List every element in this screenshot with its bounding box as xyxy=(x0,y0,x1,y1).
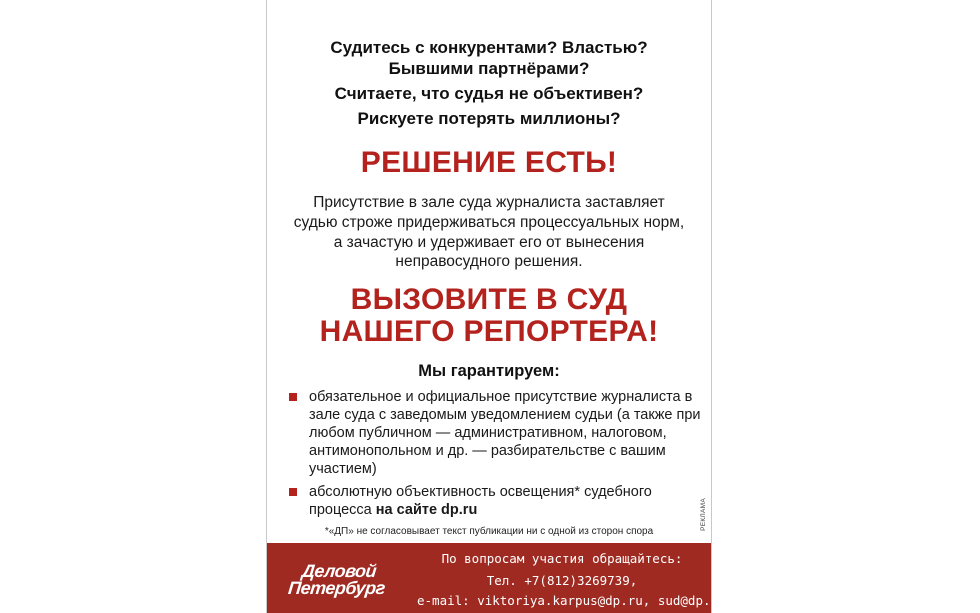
website-link[interactable]: на сайте dp.ru xyxy=(375,502,478,518)
body-line-1: Присутствие в зале суда журналиста заставляет xyxy=(313,194,665,211)
contact-phone[interactable]: Тел. +7(812)3269739, xyxy=(486,573,638,588)
question-line-3: Считаете, что судья не объективен? xyxy=(334,84,644,103)
logo-line-1: Деловой xyxy=(301,561,378,581)
bullet-square-icon xyxy=(289,488,297,496)
bullet-square-icon xyxy=(289,393,297,401)
contact-title: По вопросам участия обращайтесь: xyxy=(441,551,683,566)
footnote: *«ДП» не согласовывает текст публикации ни с одной из сторон спора xyxy=(324,526,654,537)
body-line-2: судью строже придерживаться процессуальных норм, xyxy=(293,214,685,231)
logo-line-2: Петербург xyxy=(287,578,386,598)
contact-email[interactable]: e-mail: viktoriya.karpus@dp.ru, sud@dp.ru xyxy=(417,593,726,608)
body-line-3: а зачастую и удерживает его от вынесения xyxy=(333,234,645,251)
body-line-4: неправосудного решения. xyxy=(395,253,583,270)
guarantee-title: Мы гарантируем: xyxy=(418,362,560,380)
delovoy-peterburg-logo xyxy=(287,561,403,601)
headline-solution: РЕШЕНИЕ ЕСТЬ! xyxy=(360,146,618,179)
bullet-text-2-main: абсолютную объективность освещения* судебного процесса xyxy=(309,484,652,518)
question-line-2: Бывшими партнёрами? xyxy=(388,59,590,78)
advertisement-page xyxy=(266,0,726,613)
advertising-label: РЕКЛАМА xyxy=(700,498,707,531)
bullet-text-1: обязательное и официальное присутствие журналиста в зале суда с заведомым уведомлением судьи (а также при любом публичном — административном, налоговом, антимонопольном и др. — разбирательстве с вашим участием) xyxy=(309,389,701,477)
question-line-1: Судитесь с конкурентами? Властью? xyxy=(330,38,648,57)
question-line-4: Рискуете потерять миллионы? xyxy=(357,109,621,128)
bullet-text-2 xyxy=(309,483,704,519)
headline-call-line-1: ВЫЗОВИТЕ В СУД xyxy=(350,283,628,316)
headline-call-line-2: НАШЕГО РЕПОРТЕРА! xyxy=(319,315,659,348)
footer-banner xyxy=(267,543,726,613)
